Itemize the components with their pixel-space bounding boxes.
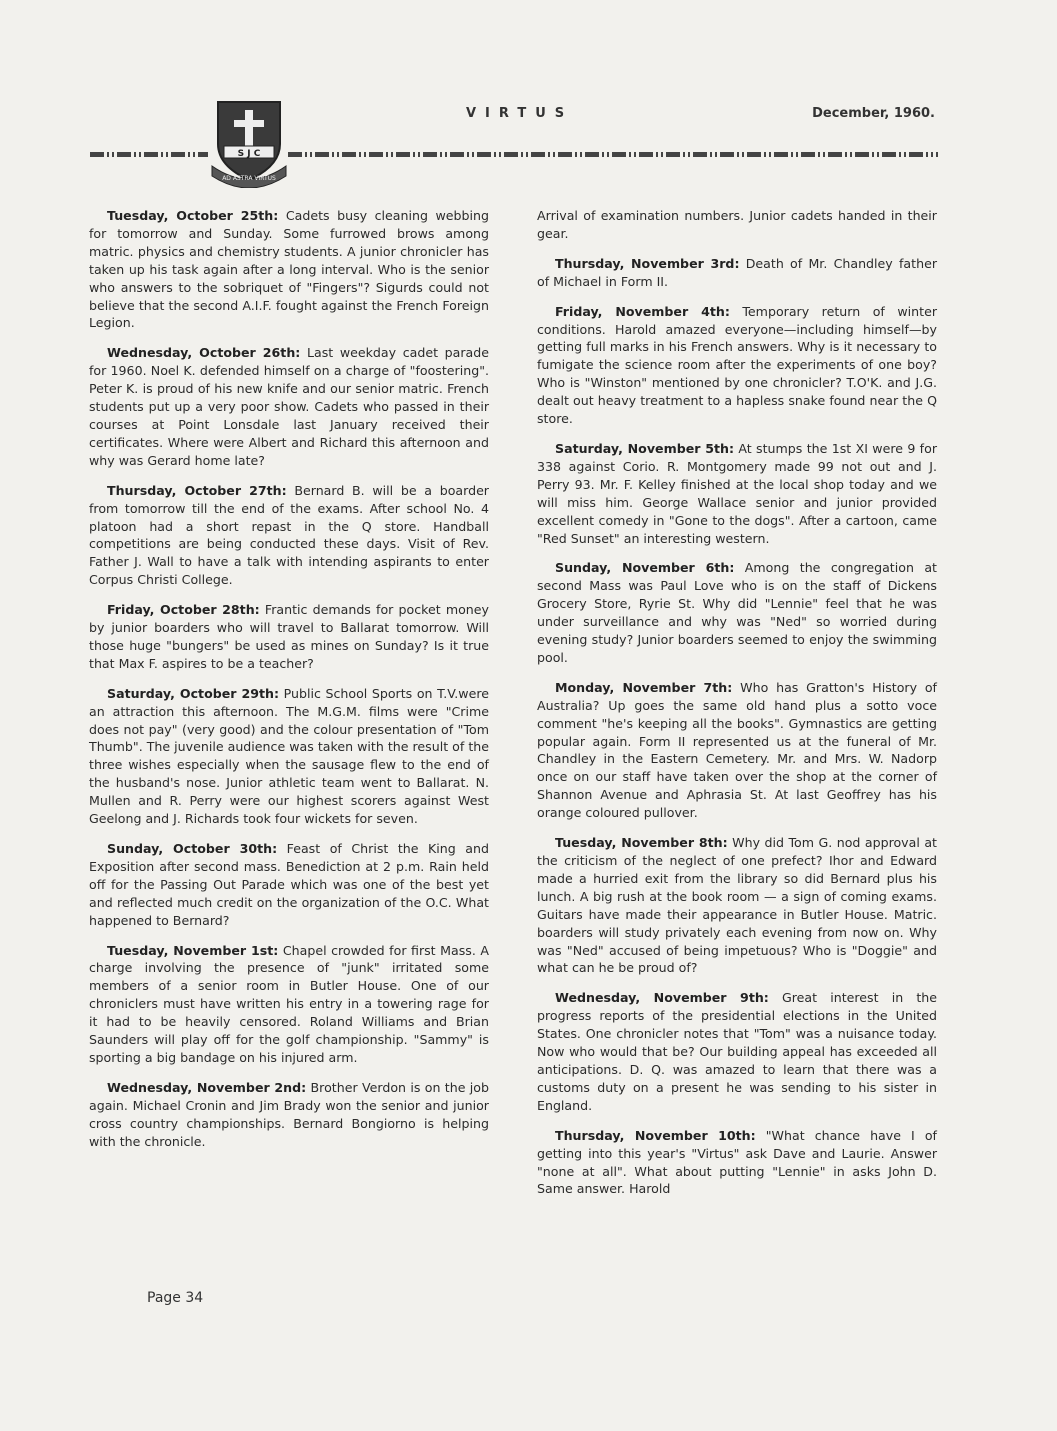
entry-date: Tuesday, November 1st:: [107, 942, 279, 958]
entry-date: Wednesday, October 26th:: [107, 345, 301, 361]
entry-date: Friday, October 28th:: [107, 602, 260, 618]
entry-date: Saturday, October 29th:: [107, 685, 280, 701]
entry-text: Frantic demands for pocket money by junior boarders who will travel to Ballarat tomorrow. Will those huge "bungers" be used as mines on Sunday? Is it true that Max F. aspires to be a teacher?: [89, 602, 489, 671]
entry-date: Tuesday, November 8th:: [555, 835, 728, 851]
header-rule-right: [288, 152, 938, 157]
chronicle-entry: [537, 559, 937, 666]
entry-date: Wednesday, November 2nd:: [107, 1079, 307, 1095]
chronicle-entry: [537, 834, 937, 977]
page-number: Page 34: [147, 1290, 204, 1306]
chronicle-entry: [537, 679, 937, 822]
chronicle-entry: [89, 1079, 489, 1151]
entry-text: Cadets busy cleaning webbing for tomorrow and Sunday. Some furrowed brows among matric. physics and chemistry students. A junior chronicler has taken up his task again after a long interval. Who is the senior who answers to the sobriquet of "Fingers"? Sigurds could not believe that the second A.I.F. fought against the French Foreign Legion.: [89, 208, 489, 331]
chronicle-entry: [89, 344, 489, 469]
entry-text: Temporary return of winter conditions. Harold amazed everyone—including himself—by getting full marks in his French answers. Why is it necessary to fumigate the science room after the experiments of one boy? Who is "Winston" mentioned by one chronicler? T.O'K. and J.G. dealt out heavy treatment to a hapless snake found near the Q store.: [537, 303, 937, 427]
entry-text: Death of Mr. Chandley father of Michael in Form II.: [537, 255, 937, 289]
chronicle-entry: [537, 440, 937, 547]
entry-text: Why did Tom G. nod approval at the criticism of the neglect of one prefect? Ihor and Edward made a hurried exit from the library so did Bernard plus his lunch. A big rush at the book room — a sign of coming exams. Guitars have made their appearance in Butler House. Matric. boarders will study privately each evening from now on. Why was "Ned" accused of being impetuous? Who is "Doggie" and what can he be proud of?: [537, 835, 937, 976]
entry-date: Saturday, November 5th:: [555, 440, 734, 456]
entry-text: "What chance have I of getting into this year's "Virtus" ask Dave and Laurie. Answer "none at all". What about putting "Lennie" in asks John D. Same answer. Harold: [537, 1127, 937, 1197]
chronicle-entry: [89, 601, 489, 673]
entry-date: Tuesday, October 25th:: [107, 208, 279, 223]
chronicle-entry: [89, 207, 489, 332]
entry-date: Friday, November 4th:: [555, 303, 730, 319]
header-rule-left: [90, 152, 208, 157]
entry-date: Monday, November 7th:: [555, 679, 733, 695]
chronicle-entry: [537, 989, 937, 1114]
entry-date: Wednesday, November 9th:: [555, 990, 769, 1006]
chronicle-entry: [89, 942, 489, 1067]
entry-text: Chapel crowded for first Mass. A charge involving the presence of "junk" irritated some members of a senior room in Butler House. One of our chroniclers must have written his entry in a towering rage for it had to be heavily censored. Roland Williams and Brian Saunders will play off for the golf championship. "Sammy" is sporting a big bandage on his injured arm.: [89, 942, 489, 1065]
entry-date: Thursday, October 27th:: [107, 482, 287, 498]
entry-text: Great interest in the progress reports of the presidential elections in the United States. One chronicler notes that "Tom" was a nuisance today. Now who would that be? Our building appeal has exceeded all anticipations. D. Q. was amazed to learn that there was a customs duty on a present he was sending to his sister in England.: [537, 990, 937, 1113]
entry-text: Who has Gratton's History of Australia? Up goes the same old hand plus a sotto voce comment "he's keeping all the books". Gymnastics are getting popular again. Form II represented us at the funeral of Mr. Chandley in the Eastern Cemetery. Mr. and Mrs. W. Nadorp once on our staff have taken over the shop at the corner of Shannon Avenue and Aphrasia St. At last Geoffrey has his orange coloured pullover.: [537, 679, 937, 821]
chronicle-entry: [89, 685, 489, 828]
school-crest-icon: [210, 96, 288, 188]
entry-text: Among the congregation at second Mass was Paul Love who is on the staff of Dickens Grocery Store, Ryrie St. Why did "Lennie" feel that he was under surveillance and why was "Ned" so worried during evening study? Junior boarders seemed to enjoy the swimming pool.: [537, 560, 937, 665]
entry-text: Public School Sports on T.V.were an attraction this afternoon. The M.G.M. films were "Crime does not pay" (very good) and the colour presentation of "Tom Thumb". The juvenile audience was taken with the result of the three wishes especially when the sausage flew to the end of the husband's nose. Junior athletic team went to Ballarat. N. Mullen and R. Perry were our highest scorers against West Geelong and J. Richards took four wickets for seven.: [89, 685, 489, 827]
entry-text: Bernard B. will be a boarder from tomorrow till the end of the exams. After school No. 4 platoon had a short repast in the Q store. Handball competitions are being conducted these days. Visit of Rev. Father J. Wall to have a talk with intending aspirants to enter Corpus Christi College.: [89, 482, 489, 588]
chronicle-entry: [89, 482, 489, 589]
entry-date: Sunday, November 6th:: [555, 560, 735, 576]
entry-date: Sunday, October 30th:: [107, 841, 278, 856]
left-column: [89, 207, 489, 1163]
chronicle-entry: [537, 255, 937, 291]
entry-text: Arrival of examination numbers. Junior cadets handed in their gear.: [537, 208, 937, 241]
page-header: [0, 0, 1057, 200]
svg-text:AD ASTRA VIRTUS: AD ASTRA VIRTUS: [222, 175, 276, 182]
entry-date: Thursday, November 3rd:: [555, 255, 740, 271]
entry-text: Brother Verdon is on the job again. Michael Cronin and Jim Brady won the senior and junior cross country championships. Bernard Bongiorno is helping with the chronicle.: [89, 1079, 489, 1149]
masthead-title: VIRTUS: [466, 106, 574, 121]
entry-date: Thursday, November 10th:: [555, 1127, 756, 1143]
chronicle-entry: [537, 303, 937, 428]
svg-text:S J C: S J C: [237, 149, 261, 159]
chronicle-entry: [537, 1127, 937, 1199]
issue-date: December, 1960.: [812, 106, 935, 121]
chronicle-entry: [89, 840, 489, 930]
entry-text: Feast of Christ the King and Exposition after second mass. Benediction at 2 p.m. Rain held off for the Passing Out Parade which was one of the best yet and reflected much credit on the organization of the O.C. What happened to Bernard?: [89, 841, 489, 928]
chronicle-entry: [537, 207, 937, 243]
right-column: [537, 207, 937, 1210]
entry-text: Last weekday cadet parade for 1960. Noel K. defended himself on a charge of "foostering". Peter K. is proud of his new knife and our senior matric. French students put up a very poor show. Cadets who passed in their courses at Point Lonsdale last January received their certificates. Where were Albert and Richard this afternoon and why was Gerard home late?: [89, 345, 489, 468]
entry-text: At stumps the 1st XI were 9 for 338 against Corio. R. Montgomery made 99 not out and J. Perry 93. Mr. F. Kelley finished at the local shop today and we will miss him. George Wallace senior and junior provided excellent comedy in "Gone to the dogs". After a cartoon, came "Red Sunset" an interesting western.: [537, 440, 937, 546]
